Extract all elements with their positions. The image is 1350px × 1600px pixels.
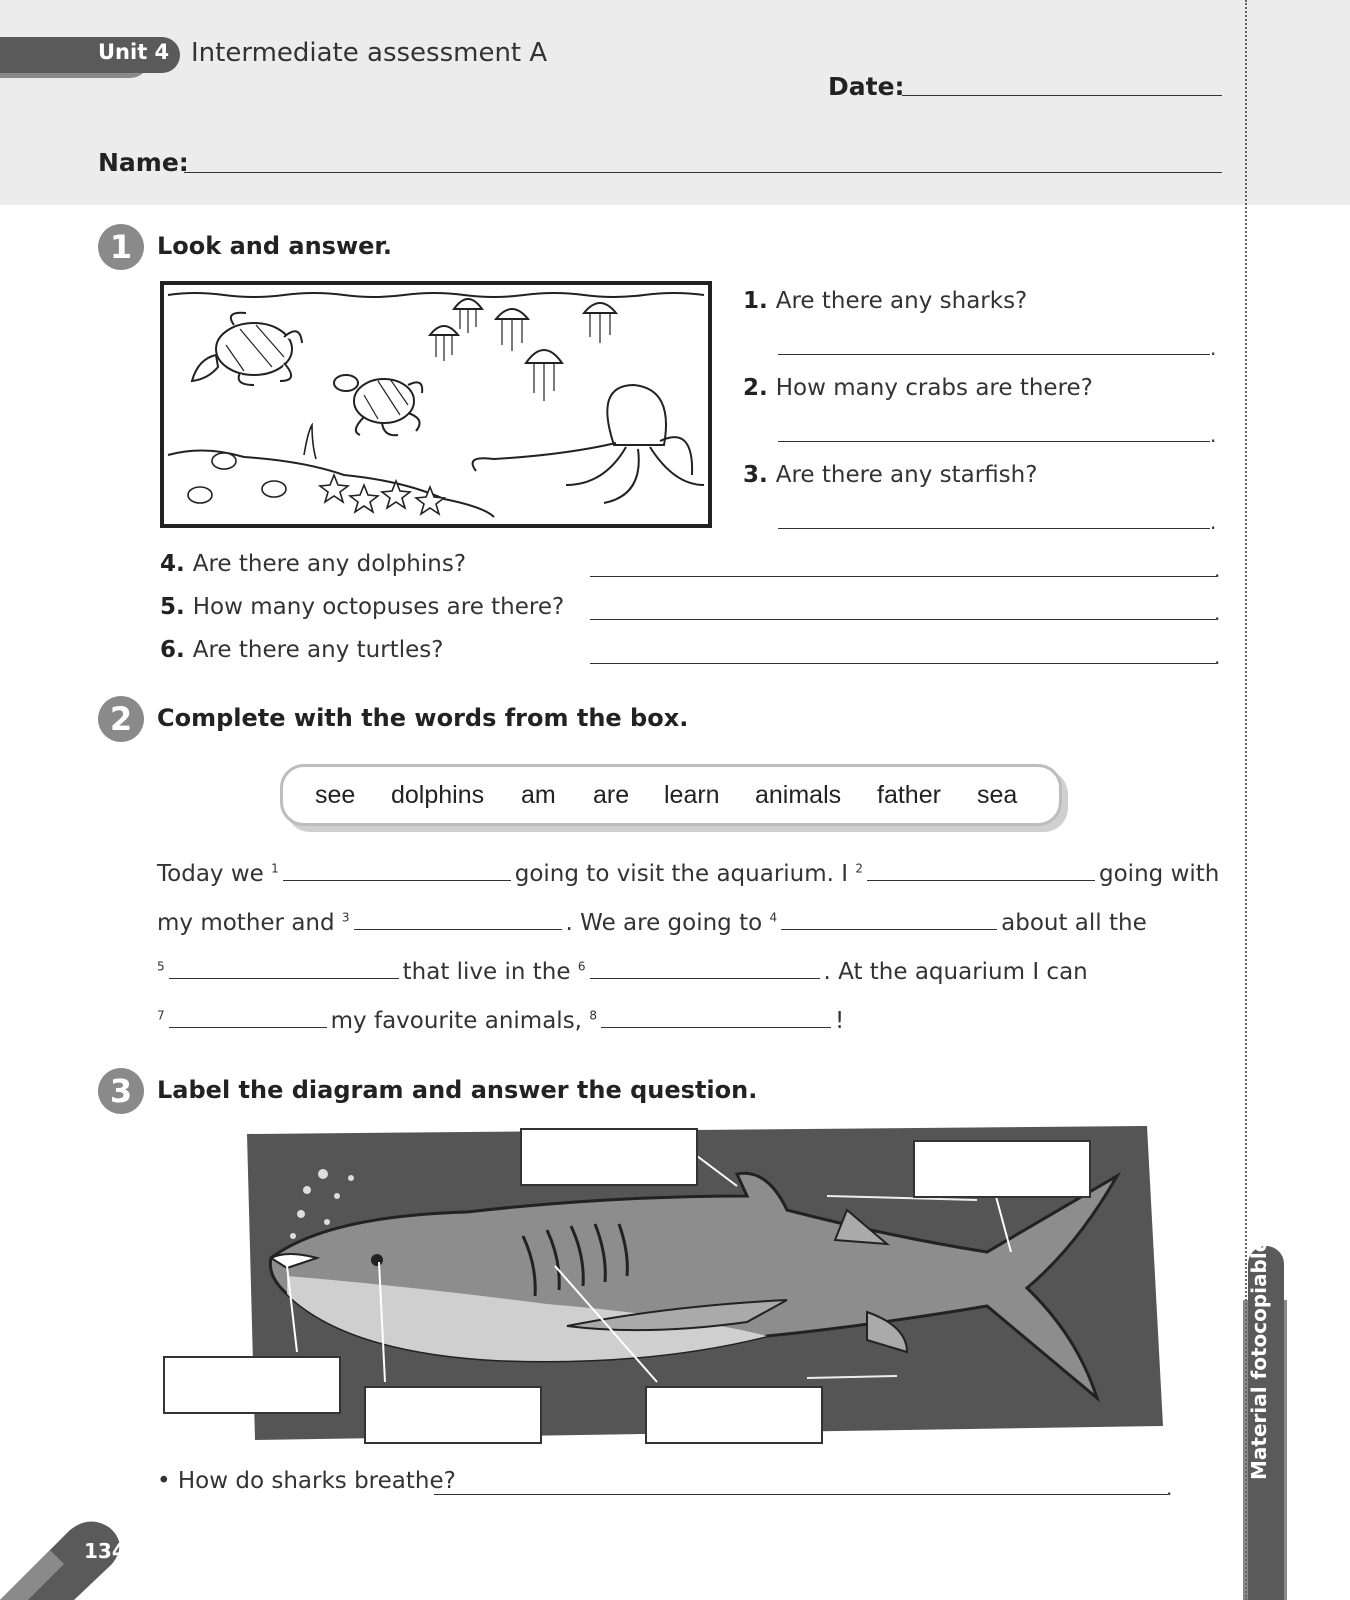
page-title: Intermediate assessment A	[191, 38, 548, 68]
section-3-number: 3	[98, 1068, 144, 1114]
word-box	[280, 764, 1062, 826]
cloze-line-2: my mother and $^3$ . We are going to $^4$ about all the	[157, 910, 1147, 936]
answer-dot: .	[1166, 1476, 1173, 1500]
answer-line-1[interactable]	[778, 354, 1210, 355]
label-box-dorsal-fin[interactable]	[520, 1128, 698, 1186]
turtle-icon	[192, 313, 302, 385]
gap-1[interactable]	[283, 860, 511, 881]
word-item: am	[521, 781, 556, 809]
shark-question: • How do sharks breathe?	[157, 1468, 456, 1494]
cloze-line-3: $^5$ that live in the $^6$ . At the aquarium I can	[157, 959, 1088, 985]
gap-7[interactable]	[169, 1007, 327, 1028]
question-2: 2. How many crabs are there?	[743, 375, 1093, 401]
question-4: 4. Are there any dolphins?	[160, 551, 467, 577]
gap-2[interactable]	[867, 860, 1095, 881]
gap-4[interactable]	[781, 909, 997, 930]
aquarium-picture	[160, 281, 712, 528]
word-item: dolphins	[391, 781, 485, 809]
gap-8[interactable]	[601, 1007, 831, 1028]
answer-dot: .	[1210, 510, 1217, 534]
cloze-line-4: $^7$ my favourite animals, $^8$ !	[157, 1008, 845, 1034]
header-band-margin	[1246, 0, 1350, 205]
word-item: sea	[977, 781, 1018, 809]
section-2-title: Complete with the words from the box.	[157, 704, 689, 732]
answer-dot: .	[1214, 601, 1221, 625]
answer-dot: .	[1214, 645, 1221, 669]
crab-icon	[188, 453, 286, 503]
cloze-line-1: Today we $^1$ going to visit the aquarium. I $^2$ going with	[157, 861, 1220, 887]
label-box-tail[interactable]	[913, 1140, 1091, 1198]
jellyfish-icon	[430, 299, 616, 401]
section-2-number: 2	[98, 696, 144, 742]
gap-5[interactable]	[169, 958, 399, 979]
word-item: father	[877, 781, 941, 809]
answer-dot: .	[1210, 423, 1217, 447]
aquarium-illustration	[164, 285, 708, 524]
question-3: 3. Are there any starfish?	[743, 462, 1038, 488]
section-1-number: 1	[98, 224, 144, 270]
answer-dot: .	[1214, 558, 1221, 582]
label-box-eye[interactable]	[364, 1386, 542, 1444]
question-1: 1. Are there any sharks?	[743, 288, 1028, 314]
date-field[interactable]	[902, 95, 1222, 96]
unit-label: Unit 4	[98, 40, 170, 64]
name-label: Name:	[98, 148, 189, 177]
section-1-title: Look and answer.	[157, 232, 392, 260]
section-3-title: Label the diagram and answer the question.	[157, 1076, 758, 1104]
word-item: see	[315, 781, 356, 809]
word-item: animals	[755, 781, 842, 809]
answer-line-3[interactable]	[778, 528, 1210, 529]
page-number: 134	[84, 1539, 126, 1563]
answer-line-4[interactable]	[590, 576, 1216, 577]
word-item: are	[593, 781, 630, 809]
answer-line-6[interactable]	[590, 663, 1216, 664]
date-label: Date:	[828, 72, 905, 101]
name-field[interactable]	[184, 172, 1222, 173]
side-tab-label: Material fotocopiable	[1247, 1238, 1271, 1480]
word-item: learn	[664, 781, 720, 809]
shark-answer-line[interactable]	[434, 1494, 1168, 1495]
answer-dot: .	[1210, 336, 1217, 360]
question-5: 5. How many octopuses are there?	[160, 594, 565, 620]
label-box-gills[interactable]	[645, 1386, 823, 1444]
question-6: 6. Are there any turtles?	[160, 637, 444, 663]
gap-6[interactable]	[590, 958, 820, 979]
answer-line-5[interactable]	[590, 619, 1216, 620]
octopus-icon	[473, 385, 704, 503]
label-box-mouth[interactable]	[163, 1356, 341, 1414]
answer-line-2[interactable]	[778, 441, 1210, 442]
gap-3[interactable]	[354, 909, 562, 930]
turtle-icon	[334, 375, 422, 435]
